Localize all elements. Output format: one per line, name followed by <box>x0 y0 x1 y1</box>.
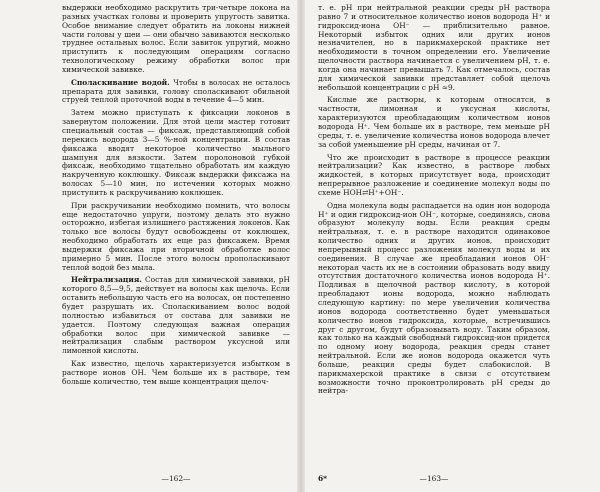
paragraph: Одна молекула воды распадается на один ион водорода H⁺ и один гидроксид-ион OH⁻, которые, соединяясь, снова образуют молекулу воды. Если реакция среды нейтральная, т. е. в растворе находится одинаковое количество одних и других ионов, происходит непрерывный процесс разложения молекул воды и их соединения. В случае же преобладания ионов OH⁻ некоторая часть их не в состоянии образовать воду ввиду отсутствия достаточного количества ионов водорода H⁺. Подливая в щелочной раствор кислоту, в которой преобладают ионы водорода, можно наблюдать следующую картину: по мере увеличения количества ионов водорода соответственно будет уменьшаться количество ионов гидроксида, которые, встречившись друг с другом, будут образовывать воду. Таким образом, как только на каждый свободный гидроксид-ион придется по одному иону водорода, реакция среды станет нейтральной. Если же ионов водорода окажется чуть больше, реакция среды будет слабокислой. В парикмахерской практике в связи с отсутствием возможности точно проконтролировать pH среды до нейтра- <box>318 200 550 396</box>
right-page <box>318 4 550 488</box>
paragraph: т. е. pH при нейтральной реакции среды pH раствора равно 7 и относительное количество ионов водорода H⁺ и гидроксид-иона OH⁻ — приблизительно равное. Некоторый избыток одних или других ионов незначителен, но в парикмахерской практике нет необходимости в точном определении его. Увеличение щелочности раствора начинается с увеличением pH, т. е. когда она начинает превышать 7. Как отмечалось, состав для химической завивки представляет собой щелочь небольшой концентрации с pH ≈9. <box>318 4 550 92</box>
section-heading-rinsing: Споласкивание водой. <box>71 77 170 87</box>
left-page <box>62 4 290 488</box>
signature-mark: 6* <box>318 474 328 484</box>
page-number: —163— <box>419 474 449 484</box>
paragraph: Что же происходит в растворе в процессе реакции нейтрализации? Как известно, в растворе любых жидкостей, в которых присутствует вода, происходит непрерывное разложение и соединение молекул воды по схеме HOH⇄H⁺+OH⁻. <box>318 152 550 197</box>
page-number: —162— <box>161 474 191 484</box>
right-page-footer <box>318 472 550 484</box>
paragraph: Как известно, щелочь характеризуется избытком в растворе ионов OH. Чем больше их в растворе, тем больше количество, тем выше концентрация щелоч- <box>62 359 290 386</box>
paragraph: При раскручивании необходимо помнить, что волосы еще недостаточно упруги, поэтому делать это нужно осторожно, избегая излишнего растяжения локонов. Как только все волосы будут освобождены от коклюшек, необходимо обработать их еще раз фиксажем. Время выдержки фиксажа при вторичной обработке волос примерно 5 мин. После этого волосы прополаскивают теплой водой без мыла. <box>62 200 290 272</box>
paragraph: Споласкивание водой. Чтобы в волосах не осталось препарата для завивки, голову споласкивают обильной струей теплой проточной воды в течение 4—5 мин. <box>62 77 290 105</box>
book-gutter <box>297 0 305 492</box>
paragraph: Затем можно приступать к фиксации локонов в завернутом положении. Для этой цели мастер готовит специальный состав — фиксаж, представляющий собой перекись водорода 3—5 %-ной концентрации. В состав фиксажа вводят некоторое количество мыльного шампуня для вязкости. Затем поролоновой губкой фиксаж, необходимо тщательно обработать им каждую накрученную коклюшку. Фиксаж выдержки фиксажа на волосах 5—10 мин, по истечении которых можно приступить к раскручиванию коклюшек. <box>62 108 290 197</box>
paragraph: Кислые же растворы, к которым относятся, в частности, лимонная и уксусная кислоты, характеризуются преобладающим количеством ионов водорода H⁺. Чем больше их в растворе, тем меньше pH среды, т. е. увеличение количества ионов водорода влечет за собой уменьшение pH среды, начиная от 7. <box>318 95 550 149</box>
section-heading-neutralization: Нейтрализация. <box>71 275 142 285</box>
left-page-footer <box>62 472 290 484</box>
paragraph: выдержки необходимо раскрутить три-четыре локона на разных участках головы и проверить упругость завитка. Особое внимание следует обратить на локоны нижней части головы у шеи — они обычно завиваются несколько труднее остальных волос. Если завиток упругий, можно приступить к последующим операциям согласно технологическому режиму обработки волос при химической завивке. <box>62 4 290 74</box>
paragraph: Нейтрализация. Состав для химической завивки, pH которого 8,5—9,5, действует на волосы как щелочь. Если оставить небольшую часть его на волосах, он постепенно будет разрушать их. Споласкиванием волос водой полностью избавиться от состава для завивки не удается. Поэтому следующая важная операция обработки волос при химической завивке — нейтрализация слабым раствором уксусной или лимонной кислоты. <box>62 275 290 356</box>
